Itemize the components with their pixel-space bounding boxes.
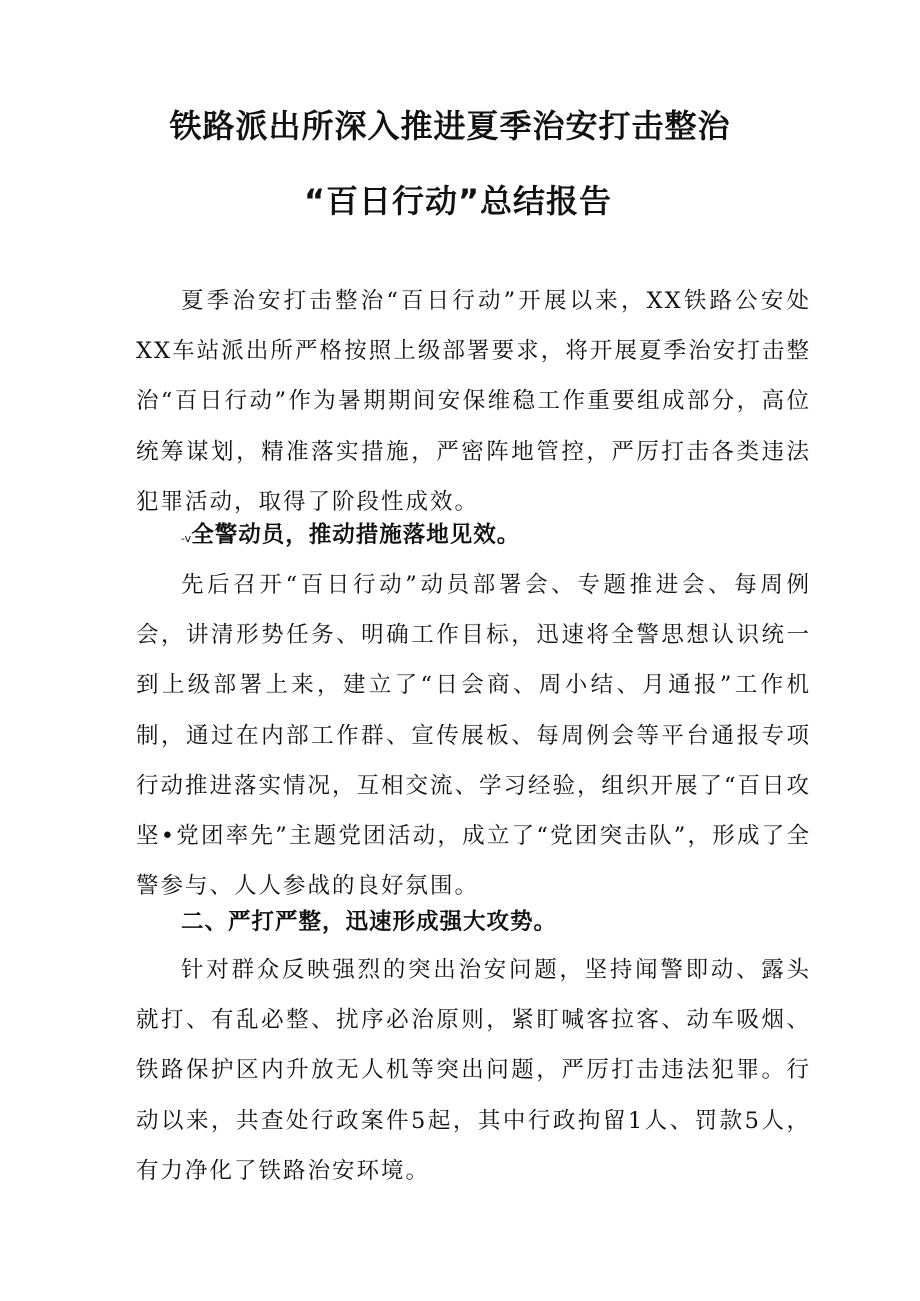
- heading-marker: -v: [181, 532, 192, 545]
- section-heading-1: [181, 520, 520, 554]
- paragraph-section-2: 针对群众反映强烈的突出治安问题，坚持闻警即动、露头就打、有乱必整、扰序必治原则，紧盯喊客拉客、动车吸烟、铁路保护区内升放无人机等突出问题，严厉打击违法犯罪。行动以来，共查处行政案件5起，其中行政拘留1人、罚款5人，有力净化了铁路治安环境。: [136, 957, 811, 1184]
- paragraph-section-1: 先后召开“百日行动”动员部署会、专题推进会、每周例会，讲清形势任务、明确工作目标，迅速将全警思想认识统一到上级部署上来，建立了“日会商、周小结、月通报”工作机制，通过在内部工作群、宣传展板、每周例会等平台通报专项行动推进落实情况，互相交流、学习经验，组织开展了“百日攻坚•党团率先”主题党团活动，成立了“党团突击队”，形成了全警参与、人人参战的良好氛围。: [136, 572, 812, 900]
- paragraph-intro: 夏季治安打击整治“百日行动”开展以来，XX铁路公安处XX车站派出所严格按照上级部署要求，将开展夏季治安打击整治“百日行动”作为暑期期间安保维稳工作重要组成部分，高位统筹谋划，精准落实措施，严密阵地管控，严厉打击各类违法犯罪活动，取得了阶段性成效。: [136, 288, 811, 515]
- document-title-line2: “百日行动”总结报告: [303, 182, 613, 220]
- section-heading-1-text: 全警动员，推动措施落地见效。: [191, 522, 521, 548]
- section-heading-2: 二、严打严整，迅速形成强大攻势。: [181, 909, 558, 935]
- document-title-line1: 铁路派出所深入推进夏季治安打击整治: [169, 107, 731, 145]
